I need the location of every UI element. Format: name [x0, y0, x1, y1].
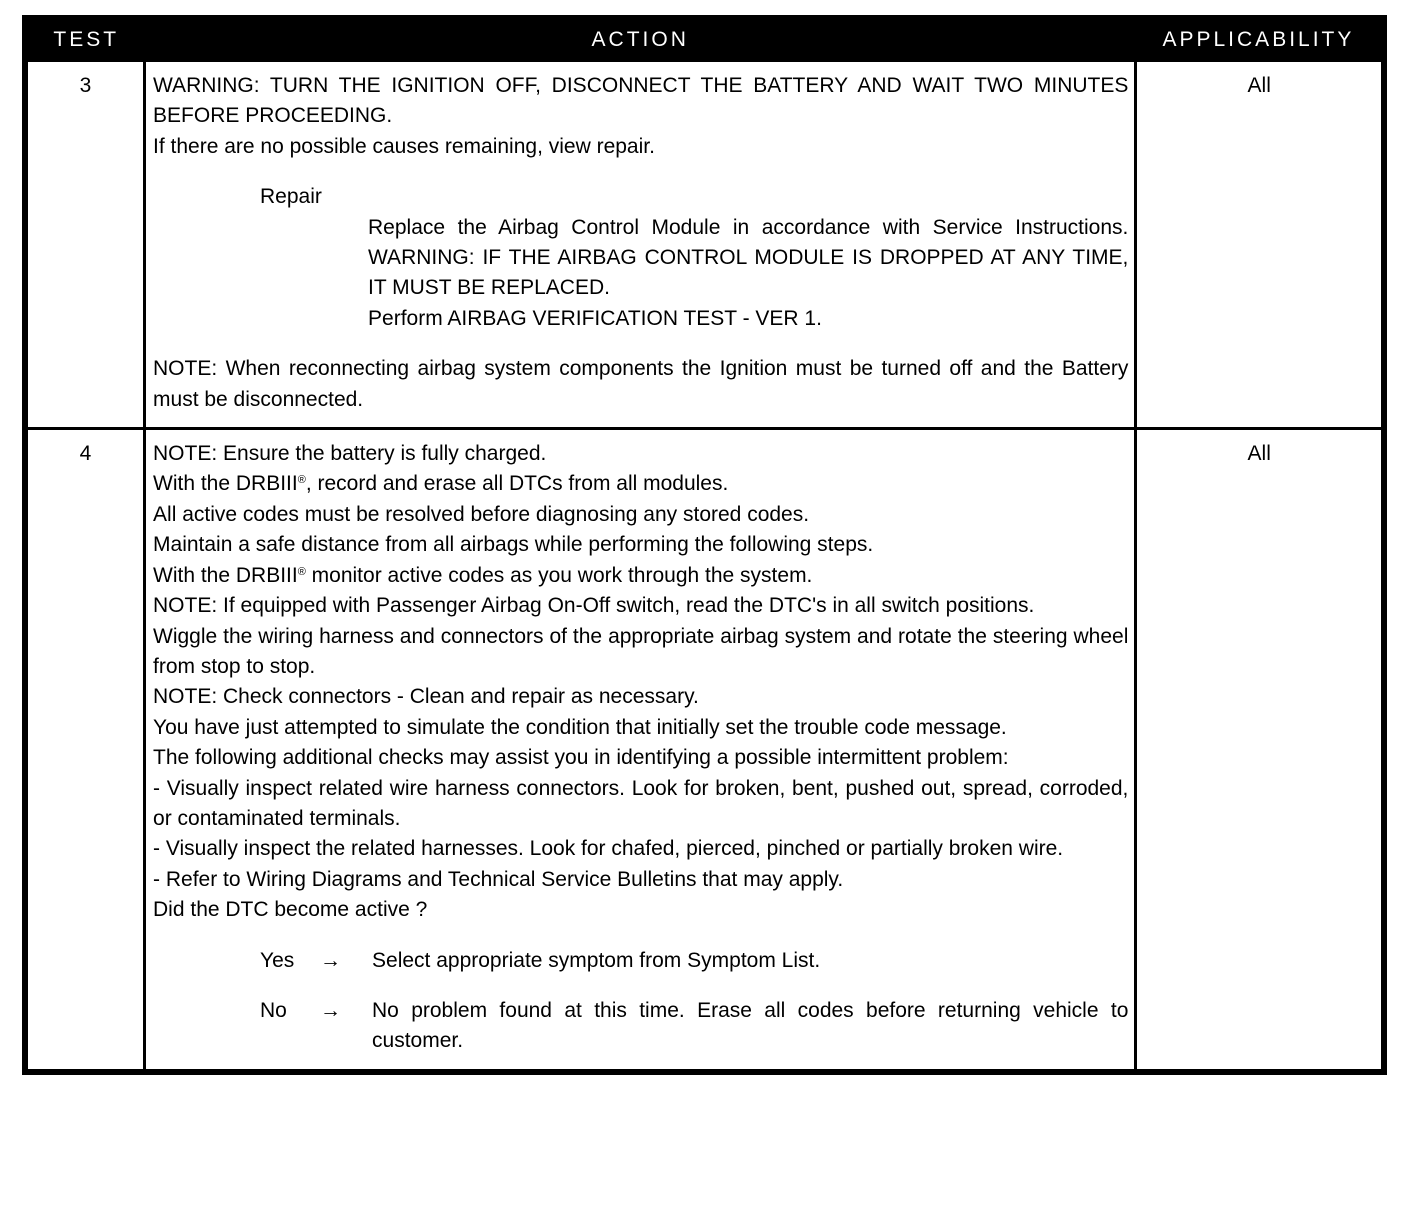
header-applicability: APPLICABILITY — [1136, 18, 1384, 61]
action-text: With the DRBIII — [153, 563, 298, 587]
answer-no — [153, 996, 1128, 1057]
action-note: NOTE: When reconnecting airbag system components the Ignition must be turned off and the Battery must be disconnected. — [153, 357, 1129, 411]
action-line: Wiggle the wiring harness and connectors of the appropriate airbag system and rotate the steering wheel from stop to stop. — [153, 624, 1129, 678]
repair-title: Repair — [260, 185, 322, 209]
answer-text: Select appropriate symptom from Symptom List. — [372, 948, 821, 972]
repair-line: Replace the Airbag Control Module in accordance with Service Instructions. WARNING: IF THE AIRBAG CONTROL MODULE IS DROPPED AT ANY TIME, IT MUST BE REPLACED. — [368, 215, 1129, 300]
action-line — [153, 469, 1128, 499]
action-line: All active codes must be resolved before diagnosing any stored codes. — [153, 502, 810, 526]
answer-yes — [153, 946, 1128, 976]
registered-mark: ® — [297, 565, 306, 578]
applicability-value: All — [1136, 429, 1384, 1072]
diagnostic-test-table — [22, 15, 1387, 1075]
action-cell — [145, 61, 1136, 429]
action-line: WARNING: TURN THE IGNITION OFF, DISCONNECT THE BATTERY AND WAIT TWO MINUTES BEFORE PROCEEDING. — [153, 74, 1129, 128]
question-line: Did the DTC become active ? — [153, 898, 428, 922]
header-action: ACTION — [145, 18, 1136, 61]
arrow-icon: → — [320, 998, 342, 1022]
answer-key: No — [260, 998, 287, 1022]
action-line: Maintain a safe distance from all airbags while performing the following steps. — [153, 533, 874, 557]
applicability-value: All — [1136, 61, 1384, 429]
action-line: NOTE: Check connectors - Clean and repair as necessary. — [153, 685, 699, 709]
registered-mark: ® — [297, 474, 306, 487]
action-line: NOTE: If equipped with Passenger Airbag On-Off switch, read the DTC's in all switch positions. — [153, 594, 1035, 618]
repair-line: Perform AIRBAG VERIFICATION TEST - VER 1. — [368, 306, 822, 330]
action-line: NOTE: Ensure the battery is fully charged. — [153, 442, 547, 466]
test-number: 4 — [25, 429, 145, 1072]
action-line: If there are no possible causes remaining, view repair. — [153, 134, 655, 158]
action-line: - Visually inspect the related harnesses. Look for chafed, pierced, pinched or partially broken wire. — [153, 837, 1064, 861]
action-line: - Refer to Wiring Diagrams and Technical Service Bulletins that may apply. — [153, 867, 844, 891]
table-header-row — [25, 18, 1384, 61]
header-test: TEST — [25, 18, 145, 61]
table-row — [25, 429, 1384, 1072]
answer-text: No problem found at this time. Erase all codes before returning vehicle to customer. — [372, 998, 1129, 1053]
arrow-icon: → — [320, 948, 342, 972]
action-text: monitor active codes as you work through the system. — [305, 563, 813, 587]
action-line: The following additional checks may assist you in identifying a possible intermittent problem: — [153, 746, 1009, 770]
table-row — [25, 61, 1384, 429]
action-cell — [145, 429, 1136, 1072]
action-line: - Visually inspect related wire harness connectors. Look for broken, bent, pushed out, spread, corroded, or contaminated terminals. — [153, 776, 1129, 830]
action-line: You have just attempted to simulate the condition that initially set the trouble code message. — [153, 715, 1007, 739]
test-number: 3 — [25, 61, 145, 429]
answer-key: Yes — [260, 948, 295, 972]
action-text: , record and erase all DTCs from all modules. — [305, 472, 729, 496]
action-line — [153, 561, 1128, 591]
action-text: With the DRBIII — [153, 472, 298, 496]
